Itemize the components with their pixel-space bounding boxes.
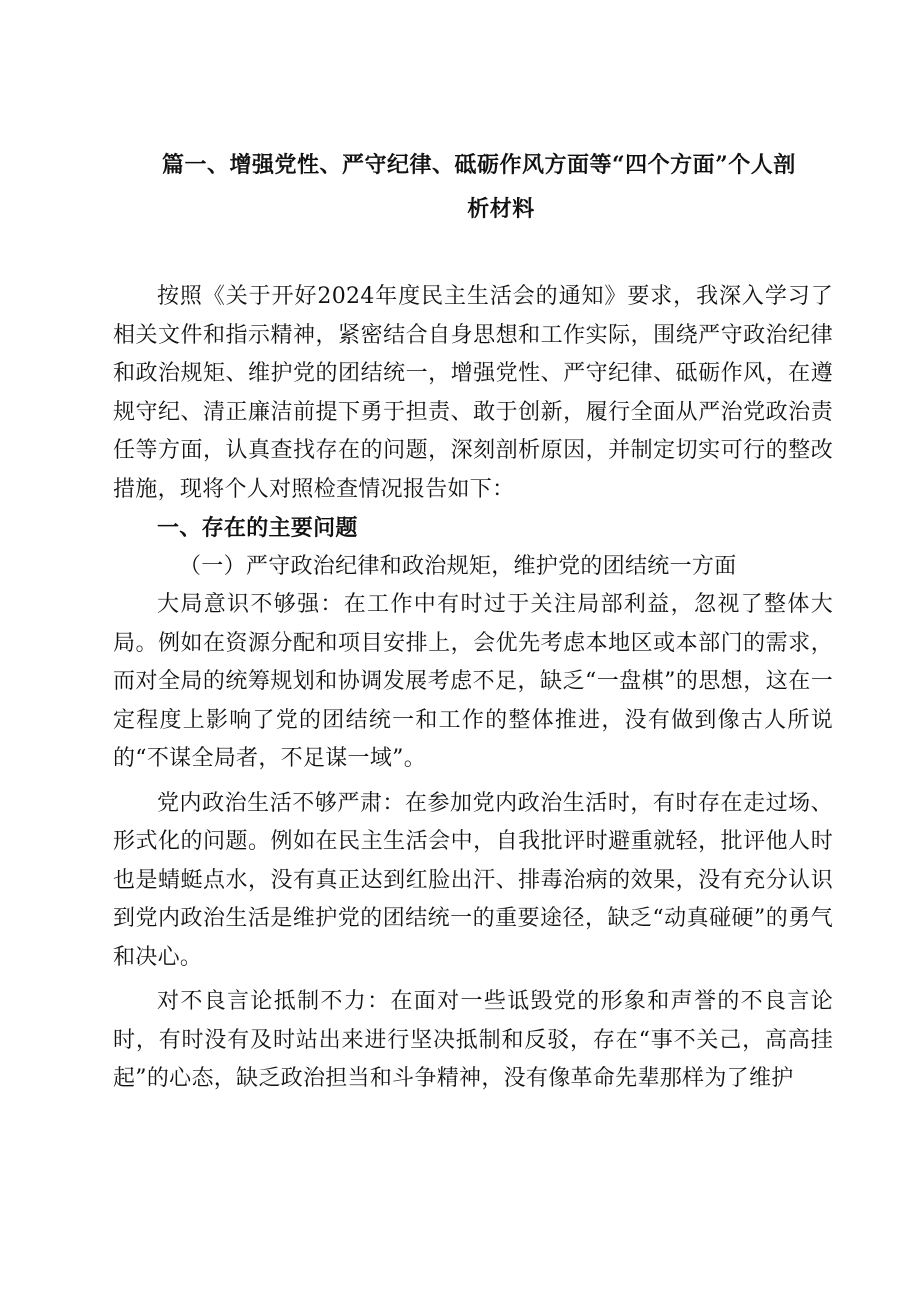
paragraph-overall-awareness: 大局意识不够强：在工作中有时过于关注局部利益，忽视了整体大局。例如在资源分配和项目安排上，会优先考虑本地区或本部门的需求，而对全局的统筹规划和协调发展考虑不足，缺乏“一盘棋”的思想，这在一定程度上影响了党的团结统一和工作的整体推进，没有做到像古人所说的“不谋全局者，不足谋一域”。	[113, 592, 833, 771]
section-heading: 一、存在的主要问题	[157, 515, 358, 541]
paragraph-bad-remarks: 对不良言论抵制不力：在面对一些诋毁党的形象和声誉的不良言论时，有时没有及时站出来进行坚决抵制和反驳，存在“事不关己，高高挂起”的心态，缺乏政治担当和斗争精神，没有像革命先辈那样为了维护	[113, 989, 833, 1091]
paragraph-party-political-life: 党内政治生活不够严肃：在参加党内政治生活时，有时存在走过场、形式化的问题。例如在民主生活会中，自我批评时避重就轻，批评他人时也是蜻蜓点水，没有真正达到红脸出汗、排毒治病的效果，没有充分认识到党内政治生活是维护党的团结统一的重要途径，缺乏“动真碰硬”的勇气和决心。	[113, 790, 833, 970]
intro-paragraph: 按照《关于开好2024年度民主生活会的通知》要求，我深入学习了相关文件和指示精神，紧密结合自身思想和工作实际，围绕严守政治纪律和政治规矩、维护党的团结统一，增强党性、严守纪律、砥砺作风，在遵规守纪、清正廉洁前提下勇于担责、敢于创新，履行全面从严治党政治责任等方面，认真查找存在的问题，深刻剖析原因，并制定切实可行的整改措施，现将个人对照检查情况报告如下：	[113, 284, 833, 502]
document-title	[150, 143, 840, 231]
title-line-2: 析材料	[467, 196, 535, 222]
document-body	[113, 278, 833, 1099]
subsection-heading: （一）严守政治纪律和政治规矩，维护党的团结统一方面	[179, 553, 737, 579]
title-line-1: 篇一、增强党性、严守纪律、砥砺作风方面等“四个方面”个人剖	[162, 152, 796, 178]
